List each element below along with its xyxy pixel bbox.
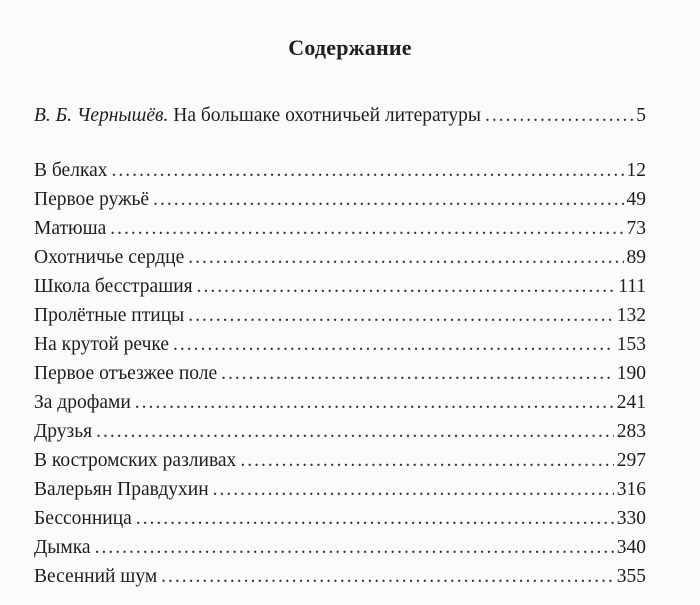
toc-entry-title: Бессонница — [34, 508, 132, 529]
toc-entry-page: 190 — [616, 363, 646, 384]
toc-entry-title: Пролётные птицы — [34, 305, 185, 326]
toc-entry-title: Дымка — [34, 537, 91, 558]
toc-entry — [34, 214, 646, 243]
toc-entry-page: 241 — [616, 392, 646, 413]
toc-entry-page: 355 — [616, 566, 646, 587]
dot-leader — [188, 243, 623, 272]
toc-entry — [34, 533, 646, 562]
toc-entry-title: Весенний шум — [34, 566, 158, 587]
dot-leader — [95, 533, 614, 562]
dot-leader — [153, 185, 623, 214]
toc-entry — [34, 156, 646, 185]
toc-entry-title: Школа бесстрашия — [34, 276, 193, 297]
toc-entry-title: Первое ружьё — [34, 189, 150, 210]
toc-entry-page: 89 — [626, 247, 646, 268]
toc-entry-page: 111 — [618, 276, 646, 297]
toc-entry-page: 283 — [616, 421, 646, 442]
toc-entry-page: 73 — [626, 218, 646, 239]
toc-entry — [34, 185, 646, 214]
toc-entry — [34, 301, 646, 330]
dot-leader — [213, 475, 614, 504]
dot-leader — [136, 504, 614, 533]
toc-entry-title: На крутой речке — [34, 334, 170, 355]
toc-entry — [34, 330, 646, 359]
toc-entry-title: В костромских разливах — [34, 450, 237, 471]
toc-entry-intro — [34, 101, 646, 130]
toc-entry — [34, 417, 646, 446]
toc-entry — [34, 475, 646, 504]
toc-entry-page: 132 — [616, 305, 646, 326]
toc-entry — [34, 562, 646, 591]
toc-entry — [34, 446, 646, 475]
toc-entry-title: На большаке охотничьей литературы — [173, 105, 482, 126]
dot-leader — [110, 214, 623, 243]
toc-entry-page: 12 — [626, 160, 646, 181]
toc-entry-title: Матюша — [34, 218, 107, 239]
toc-entry-title: Первое отъезжее поле — [34, 363, 218, 384]
toc-entry-page: 153 — [616, 334, 646, 355]
toc-entry-author: В. Б. Чернышёв. — [34, 105, 169, 126]
dot-leader — [173, 330, 614, 359]
toc-entry-page: 49 — [626, 189, 646, 210]
toc-entry-title: Друзья — [34, 421, 93, 442]
dot-leader — [96, 417, 614, 446]
toc-entry-page: 340 — [616, 537, 646, 558]
toc-entry-page: 316 — [616, 479, 646, 500]
dot-leader — [112, 156, 624, 185]
dot-leader — [161, 562, 614, 591]
toc-intro — [34, 101, 646, 130]
toc-entry — [34, 359, 646, 388]
dot-leader — [240, 446, 613, 475]
dot-leader — [197, 272, 616, 301]
toc-entry-label — [34, 101, 481, 130]
dot-leader — [188, 301, 614, 330]
dot-leader — [485, 101, 633, 130]
toc-entry-title: В белках — [34, 160, 108, 181]
toc-entry-title: Охотничье сердце — [34, 247, 185, 268]
toc-entry — [34, 272, 646, 301]
toc-entry — [34, 243, 646, 272]
dot-leader — [221, 359, 614, 388]
dot-leader — [135, 388, 614, 417]
toc-entry — [34, 388, 646, 417]
toc-entry-page: 5 — [636, 105, 646, 126]
toc-entry-page: 330 — [616, 508, 646, 529]
page-title: Содержание — [288, 35, 412, 60]
toc-entry-page: 297 — [616, 450, 646, 471]
toc-entry-title: За дрофами — [34, 392, 131, 413]
toc-list — [34, 156, 646, 591]
toc-entry — [34, 504, 646, 533]
toc-entry-title: Валерьян Правдухин — [34, 479, 209, 500]
